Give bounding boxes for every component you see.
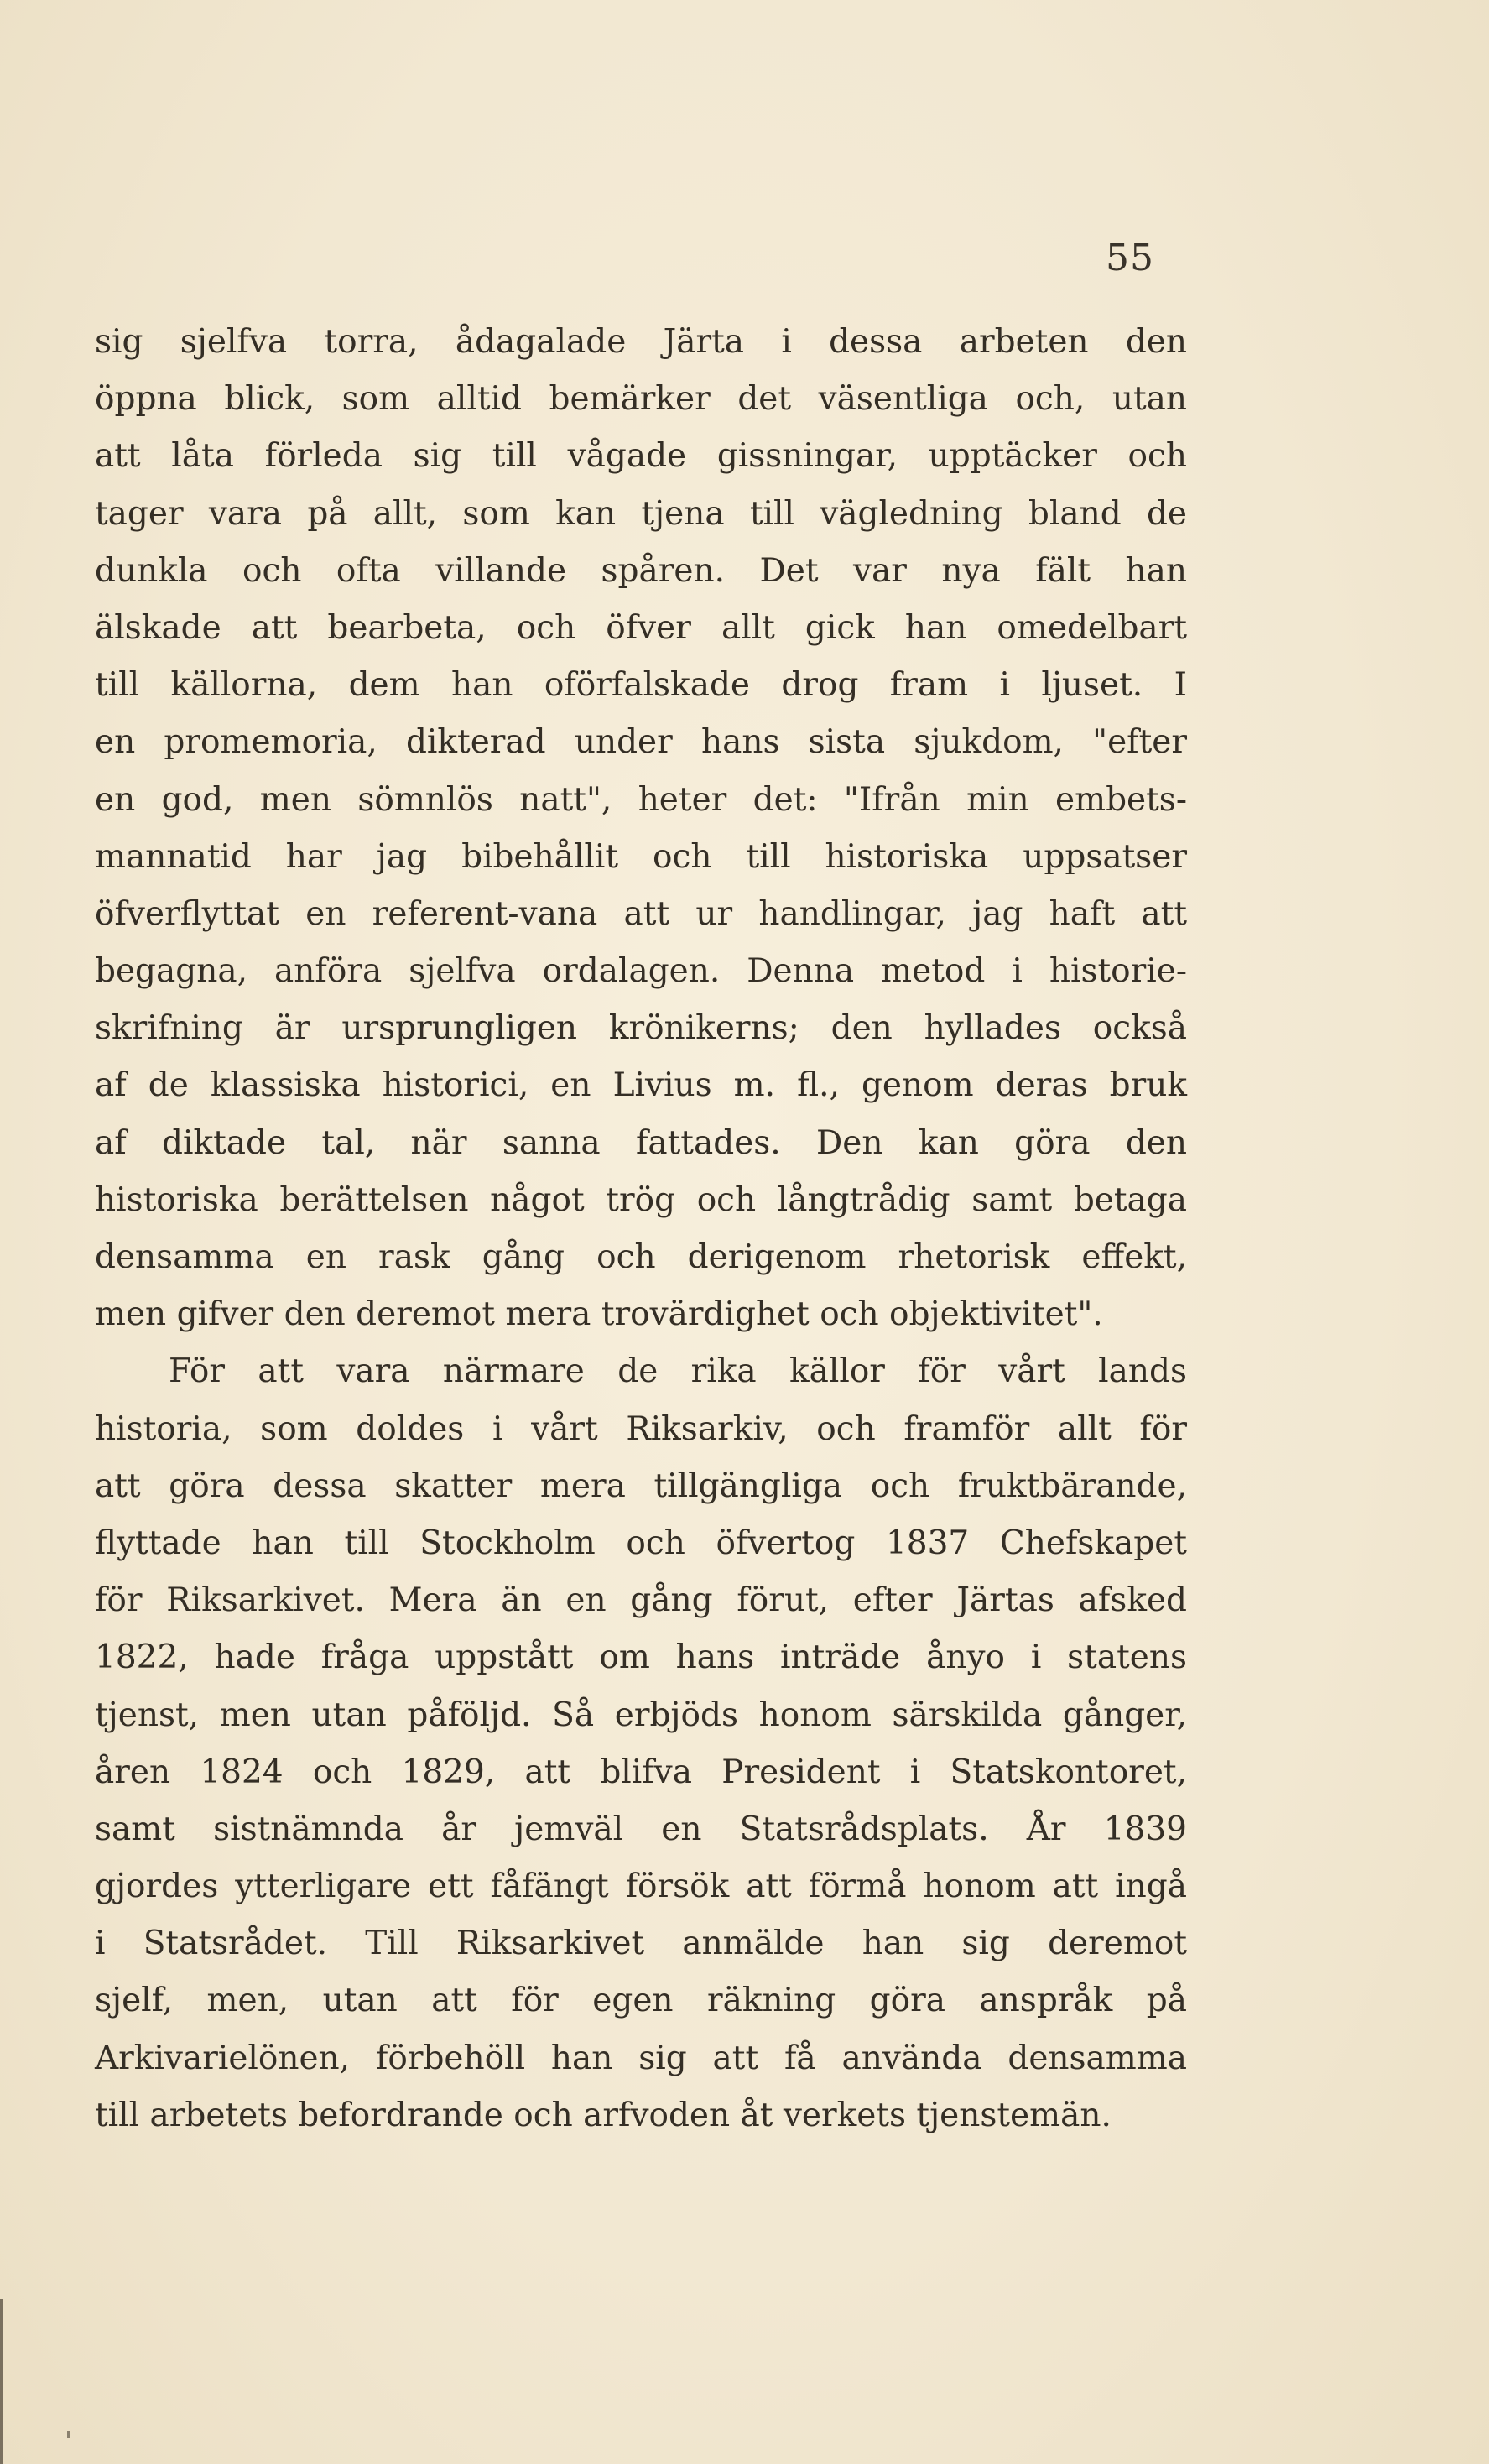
- text-line: sig sjelfva torra, ådagalade Järta i dessa arbeten den: [95, 323, 1187, 361]
- text-line: Arkivarielönen, förbehöll han sig att få använda densamma: [95, 2039, 1187, 2077]
- text-line: begagna, anföra sjelfva ordalagen. Denna metod i historie-: [95, 952, 1187, 991]
- text-line: dunkla och ofta villande spåren. Det var nya fält han: [95, 551, 1187, 590]
- text-line: flyttade han till Stockholm och öfvertog 1837 Chefskapet: [95, 1524, 1187, 1562]
- text-line: historiska berättelsen något trög och långtrådig samt betaga: [95, 1180, 1187, 1219]
- text-line: af diktade tal, när sanna fattades. Den kan göra den: [95, 1123, 1187, 1162]
- text-line: öfverflyttat en referent-vana att ur handlingar, jag haft att: [95, 894, 1187, 933]
- text-line: en promemoria, dikterad under hans sista sjukdom, "efter: [95, 723, 1187, 762]
- text-line: åren 1824 och 1829, att blifva President i Statskontoret,: [95, 1753, 1187, 1791]
- text-line: 1822, hade fråga uppstått om hans inträde ånyo i statens: [95, 1638, 1187, 1677]
- paragraph-start-line: För att vara närmare de rika källor för vårt lands: [169, 1352, 1187, 1391]
- page-edge-mark: [0, 2299, 3, 2464]
- text-line: till källorna, dem han oförfalskade drog fram i ljuset. I: [95, 666, 1187, 705]
- body-text: [95, 314, 1187, 2144]
- page-number: 55: [1106, 237, 1154, 279]
- text-line: densamma en rask gång och derigenom rhetorisk effekt,: [95, 1238, 1187, 1276]
- text-line: tjenst, men utan påföljd. Så erbjöds honom särskilda gånger,: [95, 1696, 1187, 1734]
- text-line: mannatid har jag bibehållit och till historiska uppsatser: [95, 837, 1187, 876]
- text-line: historia, som doldes i vårt Riksarkiv, och framför allt för: [95, 1409, 1187, 1448]
- text-line: att göra dessa skatter mera tillgängliga och fruktbärande,: [95, 1466, 1187, 1505]
- text-line: men gifver den deremot mera trovärdighet och objektivitet".: [95, 1295, 1103, 1334]
- text-line: älskade att bearbeta, och öfver allt gick han omedelbart: [95, 608, 1187, 647]
- text-line: tager vara på allt, som kan tjena till vägledning bland de: [95, 494, 1187, 533]
- text-line: till arbetets befordrande och arfvoden åt verkets tjenstemän.: [95, 2096, 1112, 2134]
- text-line: en god, men sömnlös natt", heter det: "Ifrån min embets-: [95, 780, 1187, 819]
- ink-speck: [67, 2431, 70, 2438]
- text-line: gjordes ytterligare ett fåfängt försök att förmå honom att ingå: [95, 1868, 1187, 1906]
- text-line: skrifning är ursprungligen krönikerns; den hyllades också: [95, 1009, 1187, 1048]
- text-line: för Riksarkivet. Mera än en gång förut, efter Järtas afsked: [95, 1581, 1187, 1620]
- text-line: samt sistnämnda år jemväl en Statsrådsplats. År 1839: [95, 1810, 1187, 1848]
- text-line: öppna blick, som alltid bemärker det väsentliga och, utan: [95, 380, 1187, 419]
- text-line: af de klassiska historici, en Livius m. fl., genom deras bruk: [95, 1066, 1187, 1105]
- text-line: att låta förleda sig till vågade gissningar, upptäcker och: [95, 437, 1187, 476]
- text-line: sjelf, men, utan att för egen räkning göra anspråk på: [95, 1982, 1187, 2020]
- text-line: i Statsrådet. Till Riksarkivet anmälde han sig deremot: [95, 1925, 1187, 1963]
